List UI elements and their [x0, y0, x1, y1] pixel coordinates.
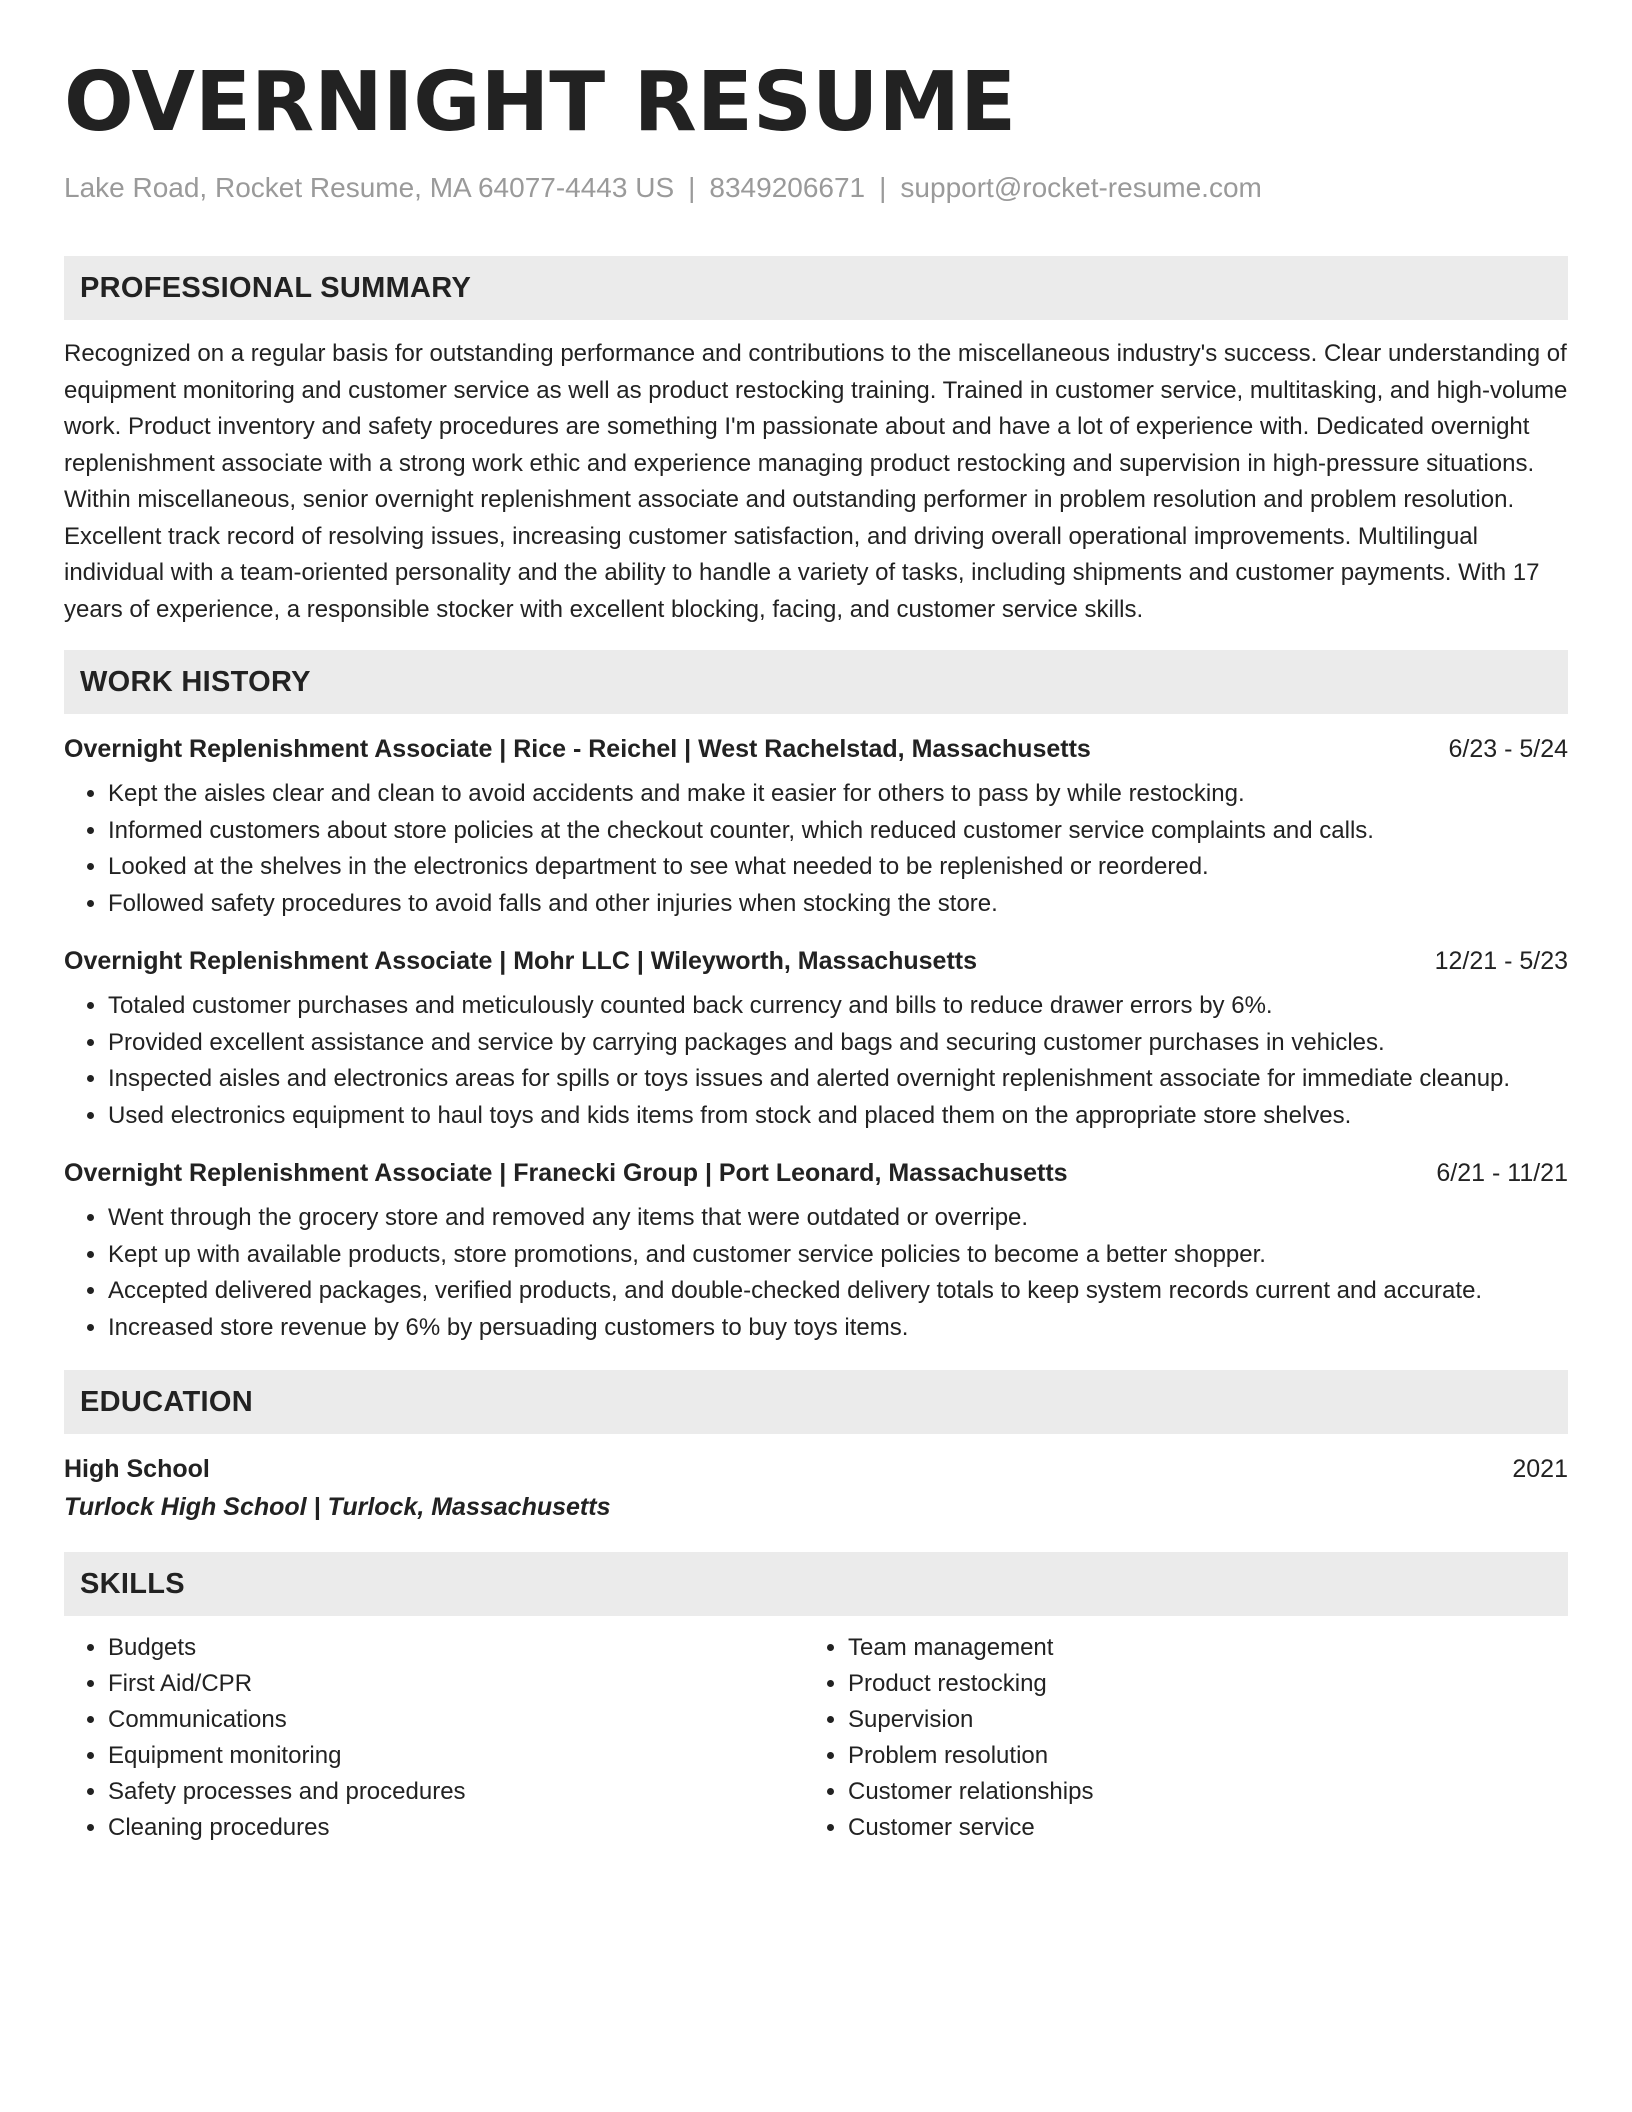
job-entry [64, 732, 1568, 922]
job-bullet: • Looked at the shelves in the electronics department to see what needed to be replenished or reordered. [108, 849, 1568, 886]
skills-column-right [804, 1630, 1544, 1846]
skills-column-left [64, 1630, 804, 1846]
job-bullet: • Informed customers about store policies at the checkout counter, which reduced customer service complaints and calls. [108, 813, 1568, 850]
job-bullets [64, 988, 1568, 1134]
resume-name: OVERNIGHT RESUME [64, 55, 1017, 150]
skill-item: • Team management [848, 1630, 1544, 1666]
job-header [64, 944, 1568, 978]
job-bullets [64, 776, 1568, 922]
job-bullet: • Totaled customer purchases and meticulously counted back currency and bills to reduce drawer errors by 6%. [108, 988, 1568, 1025]
job-bullet: • Followed safety procedures to avoid falls and other injuries when stocking the store. [108, 886, 1568, 923]
section-header-work-history: WORK HISTORY [64, 650, 1568, 714]
skill-item: • Communications [108, 1702, 804, 1738]
job-dates: 6/21 - 11/21 [1436, 1159, 1568, 1187]
skill-item: • Safety processes and procedures [108, 1774, 804, 1810]
education-school: Turlock High School | Turlock, Massachusetts [64, 1493, 611, 1521]
skills-list [64, 1630, 804, 1846]
job-bullets [64, 1200, 1568, 1346]
contact-line [64, 170, 1568, 206]
job-bullet: • Kept the aisles clear and clean to avoid accidents and make it easier for others to pass by while restocking. [108, 776, 1568, 813]
skill-item: • Problem resolution [848, 1738, 1544, 1774]
contact-separator: | [879, 172, 887, 203]
section-header-education: EDUCATION [64, 1370, 1568, 1434]
summary-text: Recognized on a regular basis for outstanding performance and contributions to the miscellaneous industry's success. Clear understanding of equipment monitoring and customer service as well as product restocking training. Trained in customer service, multitasking, and high-volume work. Product inventory and safety procedures are something I'm passionate about and have a lot of experience with. Dedicated overnight replenishment associate with a strong work ethic and experience managing product restocking and supervision in high-pressure situations. Within miscellaneous, senior overnight replenishment associate and outstanding performer in problem resolution and problem resolution. Excellent track record of resolving issues, increasing customer satisfaction, and driving overall operational improvements. Multilingual individual with a team-oriented personality and the ability to handle a variety of tasks, including shipments and customer payments. With 17 years of experience, a responsible stocker with excellent blocking, facing, and customer service skills. [64, 340, 1568, 623]
job-title: Overnight Replenishment Associate | Mohr LLC | Wileyworth, Massachusetts [64, 947, 978, 975]
job-bullet: • Increased store revenue by 6% by persuading customers to buy toys items. [108, 1310, 1568, 1347]
section-header-skills: SKILLS [64, 1552, 1568, 1616]
job-bullet: • Kept up with available products, store promotions, and customer service policies to become a better shopper. [108, 1237, 1568, 1274]
skill-item: • Budgets [108, 1630, 804, 1666]
contact-phone: 8349206671 [709, 172, 866, 203]
job-bullet: • Accepted delivered packages, verified products, and double-checked delivery totals to keep system records current and accurate. [108, 1273, 1568, 1310]
job-header [64, 1156, 1568, 1190]
job-header [64, 732, 1568, 766]
skill-item: • Customer service [848, 1810, 1544, 1846]
skill-item: • Customer relationships [848, 1774, 1544, 1810]
section-header-summary: PROFESSIONAL SUMMARY [64, 256, 1568, 320]
skill-item: • Cleaning procedures [108, 1810, 804, 1846]
contact-email: support@rocket-resume.com [900, 172, 1262, 203]
skill-item: • Supervision [848, 1702, 1544, 1738]
skill-item: • Product restocking [848, 1666, 1544, 1702]
skills-grid [64, 1630, 1568, 1846]
job-dates: 12/21 - 5/23 [1434, 947, 1568, 975]
skills-list [804, 1630, 1544, 1846]
job-entry [64, 1156, 1568, 1346]
job-entry [64, 944, 1568, 1134]
job-title: Overnight Replenishment Associate | Franecki Group | Port Leonard, Massachusetts [64, 1159, 1068, 1187]
contact-separator: | [688, 172, 696, 203]
education-degree: High School [64, 1455, 210, 1483]
job-bullet: • Used electronics equipment to haul toys and kids items from stock and placed them on the appropriate store shelves. [108, 1098, 1568, 1135]
job-bullet: • Provided excellent assistance and service by carrying packages and bags and securing customer purchases in vehicles. [108, 1025, 1568, 1062]
skill-item: • Equipment monitoring [108, 1738, 804, 1774]
contact-address: Lake Road, Rocket Resume, MA 64077-4443 US [64, 172, 675, 203]
education-row [64, 1452, 1568, 1486]
education-year: 2021 [1512, 1455, 1568, 1483]
skill-item: • First Aid/CPR [108, 1666, 804, 1702]
job-dates: 6/23 - 5/24 [1448, 735, 1568, 763]
job-title: Overnight Replenishment Associate | Rice - Reichel | West Rachelstad, Massachusetts [64, 735, 1091, 763]
job-bullet: • Inspected aisles and electronics areas for spills or toys issues and alerted overnight replenishment associate for immediate cleanup. [108, 1061, 1568, 1098]
job-bullet: • Went through the grocery store and removed any items that were outdated or overripe. [108, 1200, 1568, 1237]
